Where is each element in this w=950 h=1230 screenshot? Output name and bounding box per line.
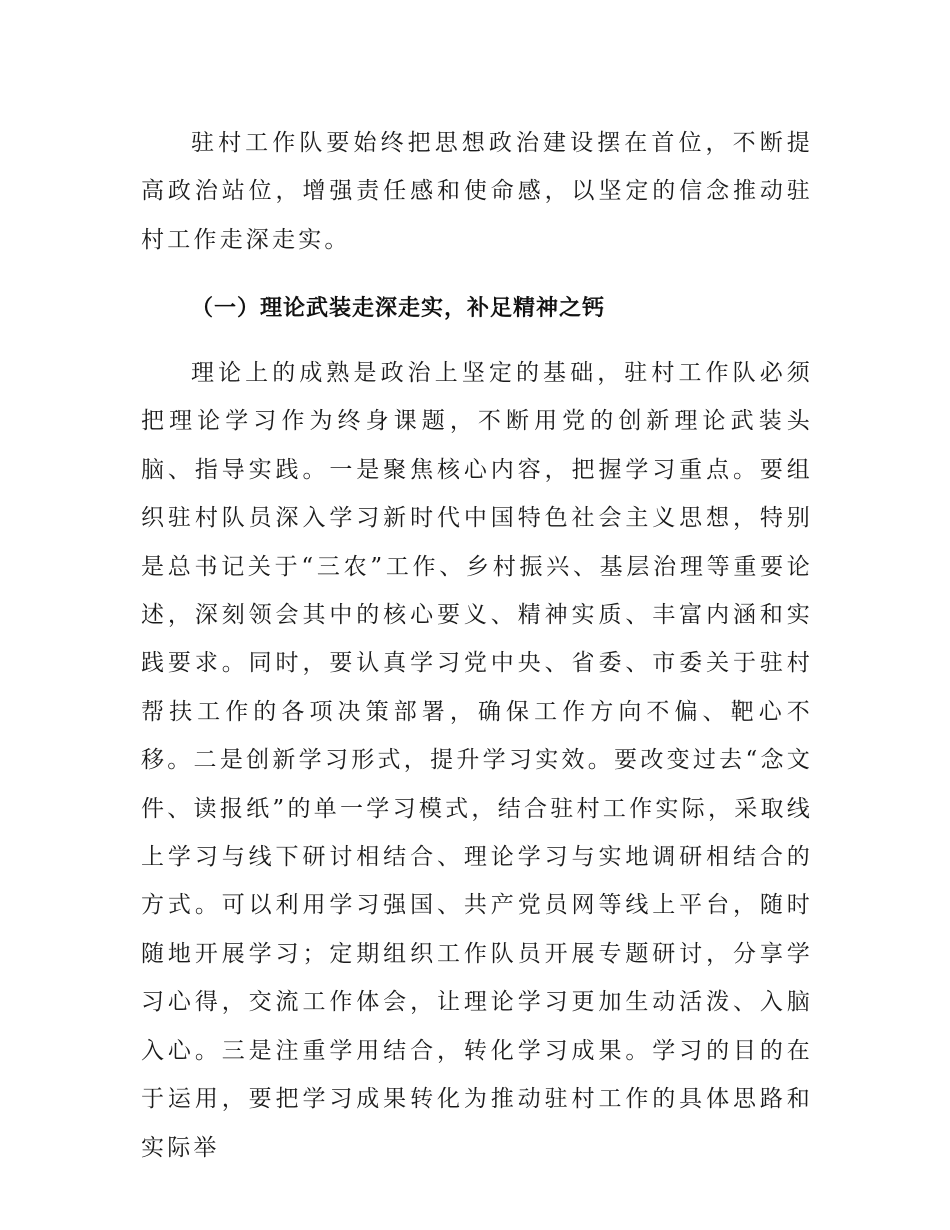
- body-paragraph: 驻村工作队要始终把思想政治建设摆在首位，不断提高政治站位，增强责任感和使命感，以坚定的信念推动驻村工作走深走实。: [141, 130, 813, 253]
- body-paragraph: 理论上的成熟是政治上坚定的基础，驻村工作队必须把理论学习作为终身课题，不断用党的创新理论武装头脑、指导实践。一是聚焦核心内容，把握学习重点。要组织驻村队员深入学习新时代中国特色社会主义思想，特别是总书记关于“三农”工作、乡村振兴、基层治理等重要论述，深刻领会其中的核心要义、精神实质、丰富内涵和实践要求。同时，要认真学习党中央、省委、市委关于驻村帮扶工作的各项决策部署，确保工作方向不偏、靶心不移。二是创新学习形式，提升学习实效。要改变过去“念文件、读报纸”的单一学习模式，结合驻村工作实际，采取线上学习与线下研讨相结合、理论学习与实地调研相结合的方式。可以利用学习强国、共产党员网等线上平台，随时随地开展学习；定期组织工作队员开展专题研讨，分享学习心得，交流工作体会，让理论学习更加生动活泼、入脑入心。三是注重学用结合，转化学习成果。学习的目的在于运用，要把学习成果转化为推动驻村工作的具体思路和实际举: [141, 360, 813, 1161]
- section-heading: （一）理论武装走深走实，补足精神之钙: [191, 296, 606, 321]
